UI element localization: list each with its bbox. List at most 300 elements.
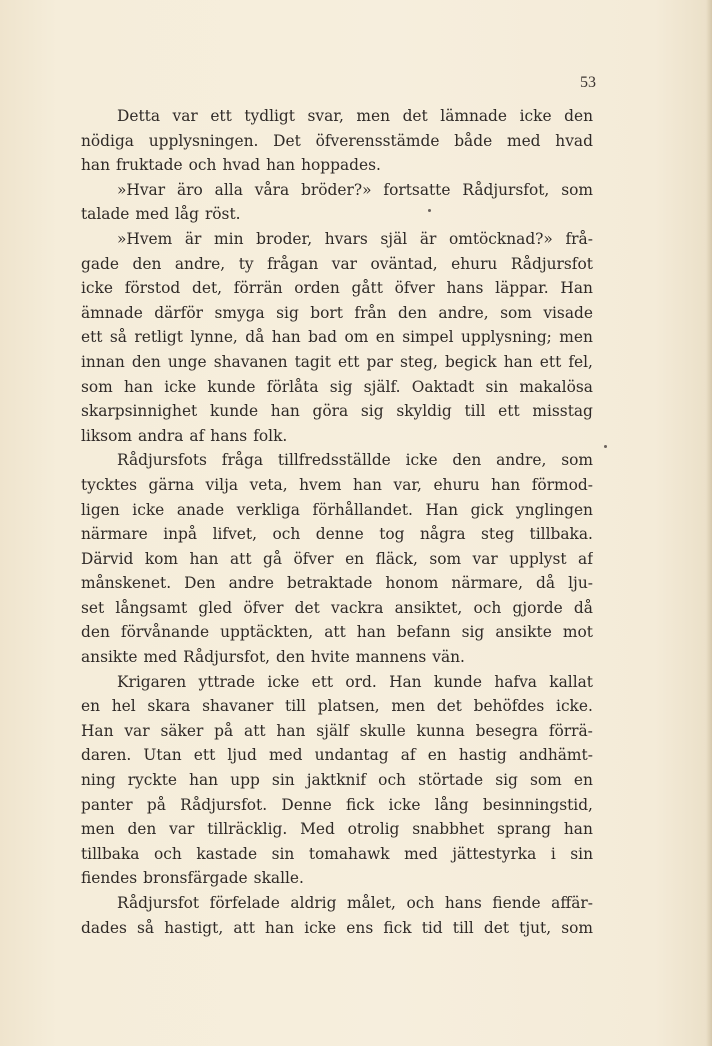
word: förstod (124, 279, 181, 298)
word: verkliga (236, 500, 300, 519)
word: det (402, 107, 428, 125)
word: med (143, 648, 178, 667)
word: upplyst (509, 549, 567, 568)
word: fick (383, 918, 412, 937)
word: icke (304, 918, 337, 937)
word: panter (81, 795, 133, 814)
word: Han (81, 721, 114, 740)
word: sin (485, 377, 509, 396)
text-line (81, 768, 593, 793)
word: tomahawk (308, 844, 390, 863)
word: han (266, 156, 296, 175)
word: öfver (293, 549, 334, 568)
text-line (81, 916, 593, 941)
word: andre (228, 574, 274, 593)
word: lju- (568, 574, 593, 593)
word: en (375, 328, 395, 347)
word: af (189, 426, 205, 445)
word: unge (167, 352, 207, 371)
word: var (331, 254, 357, 273)
word: men (391, 697, 425, 716)
page-number: 53 (580, 74, 596, 91)
word: gjorde (512, 598, 563, 617)
word: gå (262, 549, 282, 568)
word: göra (312, 402, 349, 421)
word: ett (193, 746, 216, 765)
word: ett (210, 107, 232, 125)
word: han (352, 475, 382, 494)
word: själ (380, 229, 408, 248)
word: förfelade (209, 894, 280, 912)
ink-speck (604, 445, 607, 448)
word: kallat (549, 672, 593, 691)
word: bronsfärgade (143, 869, 248, 888)
word: tillfredsställde (277, 451, 391, 470)
word: störtade (418, 771, 484, 790)
word: att (229, 549, 252, 568)
word: hoppades. (301, 156, 381, 175)
word: det (294, 598, 320, 617)
body-text (81, 104, 593, 940)
word: sin (271, 771, 295, 790)
word: och (406, 894, 435, 912)
text-line (81, 817, 593, 842)
word: icke (81, 279, 113, 298)
word: hans (444, 894, 482, 912)
word: sig (329, 377, 353, 396)
word: misstag (532, 402, 593, 421)
word: var, (393, 475, 422, 494)
word: upptäckten, (220, 623, 314, 642)
word: Han (389, 672, 422, 691)
word: förrä- (548, 721, 593, 740)
word: som (561, 918, 593, 937)
word: shavaner (202, 697, 274, 716)
word: nödiga (81, 131, 134, 150)
word: ord. (345, 672, 377, 691)
word: ett (311, 672, 334, 691)
text-line (81, 522, 593, 547)
word: sig (461, 623, 485, 642)
word: Rådjursfot, (462, 180, 550, 199)
word: han (563, 820, 593, 839)
word: och (154, 844, 182, 863)
word: hel (111, 697, 136, 716)
word: då (573, 598, 593, 617)
word: skalle. (253, 869, 304, 888)
word: närmare, (451, 574, 523, 593)
word: fiendes (81, 869, 138, 888)
word: lynne, (190, 328, 238, 347)
word: honom (385, 574, 439, 593)
word: tycktes (81, 475, 138, 494)
text-line (81, 227, 593, 252)
word: den (127, 820, 157, 839)
word: en (573, 771, 593, 790)
word: anade (176, 500, 225, 519)
text-line (81, 252, 593, 277)
text-line (81, 129, 593, 154)
word: bad (308, 328, 338, 347)
text-line (81, 325, 593, 350)
word: snabbhet (412, 820, 485, 839)
word: innan (81, 352, 125, 371)
word: hvite (310, 648, 350, 667)
word: i (550, 844, 556, 863)
word: till (464, 402, 486, 421)
word: ty (238, 254, 254, 273)
word: andre, (438, 303, 489, 322)
word: af (578, 549, 593, 568)
word: öfver (394, 279, 435, 298)
word: platsen, (317, 697, 380, 716)
word: icke. (556, 697, 593, 716)
word: är (419, 229, 437, 248)
word: besinningstid, (482, 795, 593, 814)
word: par (366, 352, 393, 371)
word: var (472, 549, 498, 568)
word: ljud (227, 746, 257, 765)
word: denne (315, 525, 364, 544)
word: undantag (314, 746, 389, 765)
word: våra (254, 180, 290, 199)
word: han (491, 475, 521, 494)
word: mot (562, 623, 593, 642)
word: Krigaren (117, 672, 187, 691)
word: Denne (281, 795, 332, 814)
word: han (356, 623, 386, 642)
word: dades (81, 918, 127, 937)
page-edge-shadow (706, 0, 712, 1046)
word: förlåta (266, 377, 319, 396)
word: med (135, 205, 169, 224)
word: hvem (299, 475, 342, 494)
word: Han (560, 279, 593, 298)
word: och (188, 156, 217, 175)
word: han (189, 771, 219, 790)
text-line (81, 596, 593, 621)
word: sin (271, 844, 295, 863)
word: skulle (359, 721, 406, 740)
word: att (324, 623, 346, 642)
text-line (81, 719, 593, 744)
word: sig (495, 771, 518, 790)
word: af (400, 746, 416, 765)
word: den (276, 648, 305, 667)
word: närmare (81, 525, 148, 544)
word: men (81, 820, 115, 839)
word: öfver (243, 598, 284, 617)
word: ansikte (81, 648, 138, 667)
word: upp (230, 771, 260, 790)
word: en (427, 746, 447, 765)
word: den (132, 254, 162, 273)
word: hastig (458, 746, 507, 765)
word: några (420, 525, 466, 544)
word: som (500, 303, 532, 322)
word: tillräcklig. (207, 820, 288, 839)
word: så (137, 918, 155, 937)
word: jaktknif (306, 771, 367, 790)
word: tydligt (244, 107, 295, 125)
word: fläck, (375, 549, 418, 568)
word: otrolig (347, 820, 400, 839)
word: icke (519, 107, 552, 125)
word: fortsatte (383, 180, 451, 199)
word: på (146, 795, 166, 814)
word: som (561, 180, 593, 199)
word: lämnade (440, 107, 508, 125)
word: Med (300, 820, 335, 839)
word: då (536, 574, 556, 593)
word: ehuru (433, 475, 480, 494)
word: besegra (475, 721, 538, 740)
text-line (81, 498, 593, 523)
word: var (124, 721, 150, 740)
word: Utan (143, 746, 182, 765)
word: gått (351, 279, 383, 298)
word: gick (470, 500, 504, 519)
word: gade (81, 254, 119, 273)
word: ligen (81, 500, 120, 519)
word: andhämt- (518, 746, 593, 765)
word: med (268, 746, 303, 765)
word: frågan (267, 254, 319, 273)
word: han (265, 918, 295, 937)
word: Detta (117, 107, 160, 125)
word: ansikte (495, 623, 552, 642)
word: affär- (551, 894, 593, 912)
word: hastigt, (164, 918, 224, 937)
word: sig (360, 402, 384, 421)
text-line (81, 670, 593, 695)
word: ett (539, 352, 562, 371)
word: begick (444, 352, 497, 371)
word: han (189, 549, 219, 568)
word: fruktade (116, 156, 183, 175)
text-line (81, 842, 593, 867)
word: öfverensstämde (315, 131, 440, 150)
word: andre, (496, 451, 547, 470)
word: icke (388, 795, 421, 814)
word: röst. (204, 205, 241, 224)
text-line (81, 178, 593, 203)
word: den (564, 107, 593, 125)
word: veta, (249, 475, 288, 494)
text-line (81, 153, 593, 178)
word: förrän (233, 279, 283, 298)
word: befann (396, 623, 451, 642)
word: målet, (347, 894, 396, 912)
word: att (244, 721, 266, 740)
word: ett (81, 328, 103, 347)
word: säker (160, 721, 204, 740)
word: med (506, 131, 541, 150)
word: och (473, 598, 502, 617)
word: fiende (492, 894, 541, 912)
word: den (131, 352, 161, 371)
word: tillbaka. (529, 525, 593, 544)
word: till (285, 697, 306, 716)
word: mannens (355, 648, 427, 667)
word: alla (214, 180, 243, 199)
word: betraktade (287, 574, 373, 593)
word: retligt (134, 328, 183, 347)
text-line (81, 350, 593, 375)
word: och (272, 525, 301, 544)
word: hvars (324, 229, 368, 248)
word: Rådjursfot (510, 254, 593, 273)
word: äro (176, 180, 203, 199)
word: sprang (496, 820, 552, 839)
word: kunna (416, 721, 465, 740)
word: Rådjursfot. (180, 795, 268, 814)
word: andre, (174, 254, 226, 273)
word: upplysningen. (148, 131, 259, 150)
word: icke (132, 500, 165, 519)
word: icke (267, 672, 300, 691)
word: förmod- (531, 475, 593, 494)
word: så (109, 328, 127, 347)
word: aldrig (290, 894, 337, 912)
word: bort (310, 303, 343, 322)
word: då (245, 328, 265, 347)
word: inpå (163, 525, 198, 544)
word: och (378, 771, 406, 790)
word: den (81, 623, 110, 642)
word: det (436, 697, 462, 716)
word: frå- (565, 229, 593, 248)
text-line (81, 645, 593, 670)
word: långsamt (115, 598, 188, 617)
word: icke (164, 377, 197, 396)
text-line (81, 866, 593, 891)
word: både (454, 131, 493, 150)
text-line (81, 301, 593, 326)
word: folk. (253, 426, 288, 445)
word: Därvid (81, 549, 134, 568)
word: är (184, 229, 202, 248)
word: förvånande (120, 623, 210, 642)
word: på (214, 721, 234, 740)
word: makalösa (519, 377, 593, 396)
word: Den (184, 574, 216, 593)
word: den (398, 303, 427, 322)
word: från (354, 303, 387, 322)
word: fick (346, 795, 375, 814)
word: svar, (307, 107, 344, 125)
word: en (81, 697, 101, 716)
word: men (356, 107, 391, 125)
word: hvad (555, 131, 593, 150)
text-line (81, 375, 593, 400)
word: som (81, 377, 113, 396)
word: andra (137, 426, 184, 445)
word: ett (337, 352, 360, 371)
word: tagit (294, 352, 331, 371)
word: Rådjursfot, (183, 648, 271, 667)
word: med (404, 844, 438, 863)
word: orden (294, 279, 340, 298)
word: fel, (568, 352, 593, 371)
word: kunde (207, 377, 256, 396)
word: min (214, 229, 244, 248)
text-line (81, 473, 593, 498)
word: jättestyrka (452, 844, 537, 863)
word: hvad (222, 156, 261, 175)
word: till (452, 918, 474, 937)
word: icke (405, 451, 438, 470)
text-line (81, 620, 593, 645)
text-line (81, 202, 593, 227)
word: han (271, 328, 301, 347)
word: vackra (331, 598, 384, 617)
word: vän. (432, 648, 465, 667)
word: han (503, 352, 533, 371)
word: fråga (221, 451, 264, 470)
word: yttrade (198, 672, 256, 691)
word: ning (81, 771, 116, 790)
word: »Hvem (117, 229, 173, 248)
word: själf. (363, 377, 401, 396)
word: men (559, 328, 593, 347)
word: steg (481, 525, 515, 544)
word: oväntad, (370, 254, 438, 273)
word: upplysning; (460, 328, 552, 347)
ink-speck (428, 209, 431, 212)
word: hafva (494, 672, 537, 691)
word: som (561, 451, 593, 470)
word: hans (446, 279, 484, 298)
word: Han (425, 500, 459, 519)
text-line (81, 694, 593, 719)
word: tillbaka (81, 844, 140, 863)
word: skara (147, 697, 191, 716)
word: set (81, 598, 105, 617)
word: tog (379, 525, 405, 544)
word: som (429, 549, 462, 568)
word: kunde (209, 402, 259, 421)
word: broder, (256, 229, 313, 248)
word: skyldig (396, 402, 452, 421)
word: ansiktet, (394, 598, 463, 617)
text-line (81, 547, 593, 572)
word: gled (198, 598, 233, 617)
word: ynglingen (515, 500, 593, 519)
text-line (81, 891, 593, 916)
word: om (344, 328, 369, 347)
text-line (81, 276, 593, 301)
word: ett (498, 402, 520, 421)
word: han (81, 156, 111, 175)
word: skarpsinnighet (81, 402, 198, 421)
word: behöfdes (473, 697, 545, 716)
word: hans (210, 426, 248, 445)
word: låg (174, 205, 199, 224)
word: som (529, 771, 562, 790)
word: sig (276, 303, 299, 322)
word: »Hvar (117, 180, 166, 199)
word: han (276, 721, 306, 740)
word: Rådjursfots (117, 451, 207, 470)
word: sin (570, 844, 593, 863)
text-line (81, 571, 593, 596)
word: Det (273, 131, 301, 150)
word: ryckte (127, 771, 177, 790)
word: förhållandet. (312, 500, 413, 519)
word: steg, (399, 352, 438, 371)
text-line (81, 793, 593, 818)
